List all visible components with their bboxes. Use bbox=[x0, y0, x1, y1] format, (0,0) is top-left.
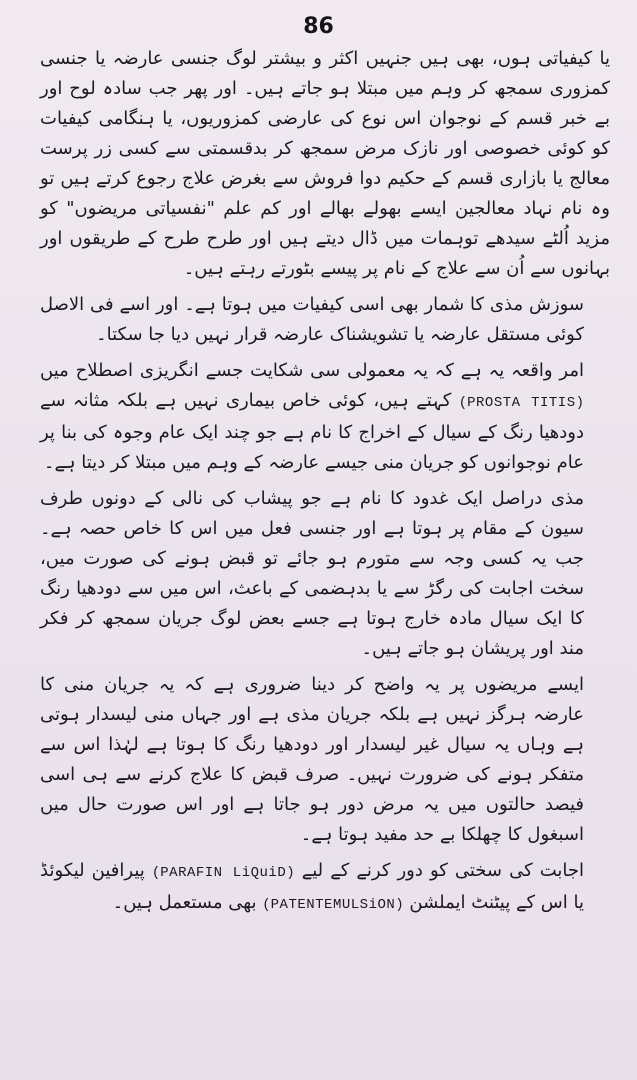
body-text bbox=[40, 44, 610, 926]
paragraph-6-text-a: اجابت کی سختی کو دور کرنے کے لیے bbox=[301, 860, 584, 881]
latin-term-parafin: (PARAFIN LiQuiD) bbox=[151, 865, 295, 881]
paragraph-6-text-b: پیرافین لیکوئڈ یا اس کے پیٹنٹ ایملشن bbox=[40, 860, 584, 913]
paragraph-1: یا کیفیاتی ہوں، بھی ہیں جنہیں اکثر و بیشتر لوگ جنسی عارضہ یا جنسی کمزوری سمجھ کر وہم میں مبتلا ہو جاتے ہیں۔ اور پھر جب سادہ لوح اور بے خبر قسم کے نوجوان اس نوع کی عارضی کمزوریوں، یا ہنگامی کیفیات کو کوئی خصوصی اور نازک مرض سمجھ کر بدقسمتی سے کسی زر پرست معالج یا بازاری قسم کے حکیم دوا فروش سے بغرض علاج رجوع کرتے ہیں تو وہ نام نہاد معالجین ایسے بھولے بھالے اور کم علم "نفسیاتی مریضوں" کو مزید اُلٹے سیدھے توہمات میں ڈال دیتے ہیں اور طرح طرح کے طریقوں اور بہانوں سے اُن سے علاج کے نام پر پیسے بٹورتے رہتے ہیں۔ bbox=[40, 48, 610, 279]
paragraph-3-text-b: کہتے ہیں، کوئی خاص بیماری نہیں ہے بلکہ مثانہ سے دودھیا رنگ کے سیال کے اخراج کا نام ہے جو چند ایک عام وجوہ کی بنا پر عام نوجوانوں کو جریان منی جیسے عارضہ کے وہم میں مبتلا کر دیتا ہے۔ bbox=[40, 390, 584, 473]
paragraph-3-text-a: امر واقعہ یہ ہے کہ یہ معمولی سی شکایت جسے انگریزی اصطلاح میں bbox=[40, 360, 584, 381]
paragraph-3 bbox=[40, 356, 610, 478]
latin-term-prostatitis: (PROSTA TITIS) bbox=[458, 395, 584, 411]
paragraph-4: مذی دراصل ایک غدود کا نام ہے جو پیشاب کی نالی کے دونوں طرف سیون کے مقام پر ہوتا ہے اور جنسی فعل میں اس کا خاص حصہ ہے۔ جب یہ کسی وجہ سے متورم ہو جائے تو قبض ہونے کی صورت میں، سخت اجابت کی رگڑ سے یا بدہضمی کے باعث، اس میں سے دودھیا رنگ کا ایک سیال مادہ خارج ہوتا ہے جسے بعض لوگ جریان سمجھ کر فکر مند اور پریشان ہو جاتے ہیں۔ bbox=[40, 488, 584, 659]
paragraph-2: سوزش مذی کا شمار بھی اسی کیفیات میں ہوتا ہے۔ اور اسے فی الاصل کوئی مستقل عارضہ یا تشویشناک عارضہ قرار نہیں دیا جا سکتا۔ bbox=[40, 294, 584, 345]
paragraph-5: ایسے مریضوں پر یہ واضح کر دینا ضروری ہے کہ یہ جریان منی کا عارضہ ہرگز نہیں ہے بلکہ جریان مذی ہے اور جہاں منی لیسدار ہوتی ہے وہاں یہ سیال غیر لیسدار اور دودھیا رنگ کا ہوتا ہے لہٰذا اس سے متفکر ہونے کی ضرورت نہیں۔ صرف قبض کا علاج کرنے سے ہی اسی فیصد حالتوں میں یہ مرض دور ہو جاتا ہے اور اس صورت حال میں اسبغول کا چھلکا بے حد مفید ہوتا ہے۔ bbox=[40, 674, 584, 845]
paragraph-6-text-c: بھی مستعمل ہیں۔ bbox=[112, 892, 257, 913]
page-number: 86 bbox=[303, 14, 334, 39]
latin-term-patent: (PATENTEMULSiON) bbox=[262, 897, 404, 913]
paragraph-6 bbox=[40, 856, 610, 920]
